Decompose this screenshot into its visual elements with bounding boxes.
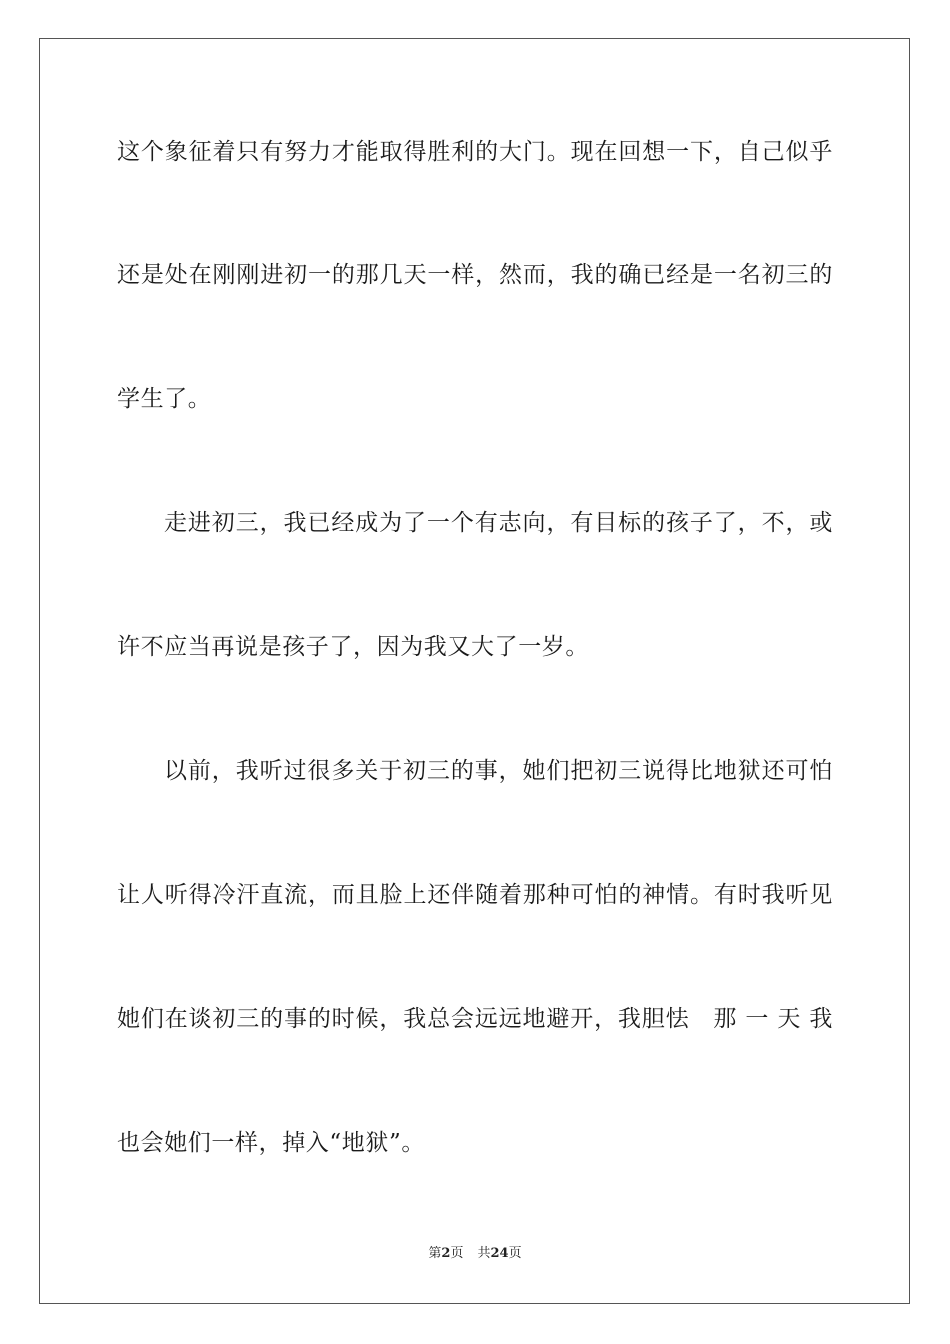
text-line-9: 也会她们一样，掉入“地狱”。 [117, 1130, 425, 1156]
text-line-4: 走进初三，我已经成为了一个有志向，有目标的孩子了，不，或 [164, 510, 833, 536]
text-line-1: 这个象征着只有努力才能取得胜利的大门。现在回想一下，自己似乎 [117, 139, 833, 165]
footer-total-suffix: 页 [508, 1246, 522, 1261]
footer-page-prefix: 第 [428, 1246, 442, 1261]
footer-page-number: 2 [441, 1246, 451, 1261]
footer-total-pages: 24 [490, 1246, 509, 1261]
text-line-7: 让人听得冷汗直流，而且脸上还伴随着那种可怕的神情。有时我听见 [117, 882, 833, 908]
text-line-2: 还是处在刚刚进初一的那几天一样，然而，我的确已经是一名初三的 [117, 262, 833, 288]
text-line-8: 她们在谈初三的事的时候，我总会远远地避开，我胆怯 那 一 天 我 [117, 1006, 833, 1032]
page-border [39, 38, 910, 1304]
text-line-5: 许不应当再说是孩子了，因为我又大了一岁。 [117, 634, 589, 660]
text-line-6: 以前，我听过很多关于初三的事，她们把初三说得比地狱还可怕 [164, 758, 833, 784]
page-footer [0, 1246, 950, 1262]
footer-page-suffix: 页 [450, 1246, 464, 1261]
text-line-3: 学生了。 [117, 386, 212, 412]
footer-total-prefix: 共 [477, 1246, 491, 1261]
